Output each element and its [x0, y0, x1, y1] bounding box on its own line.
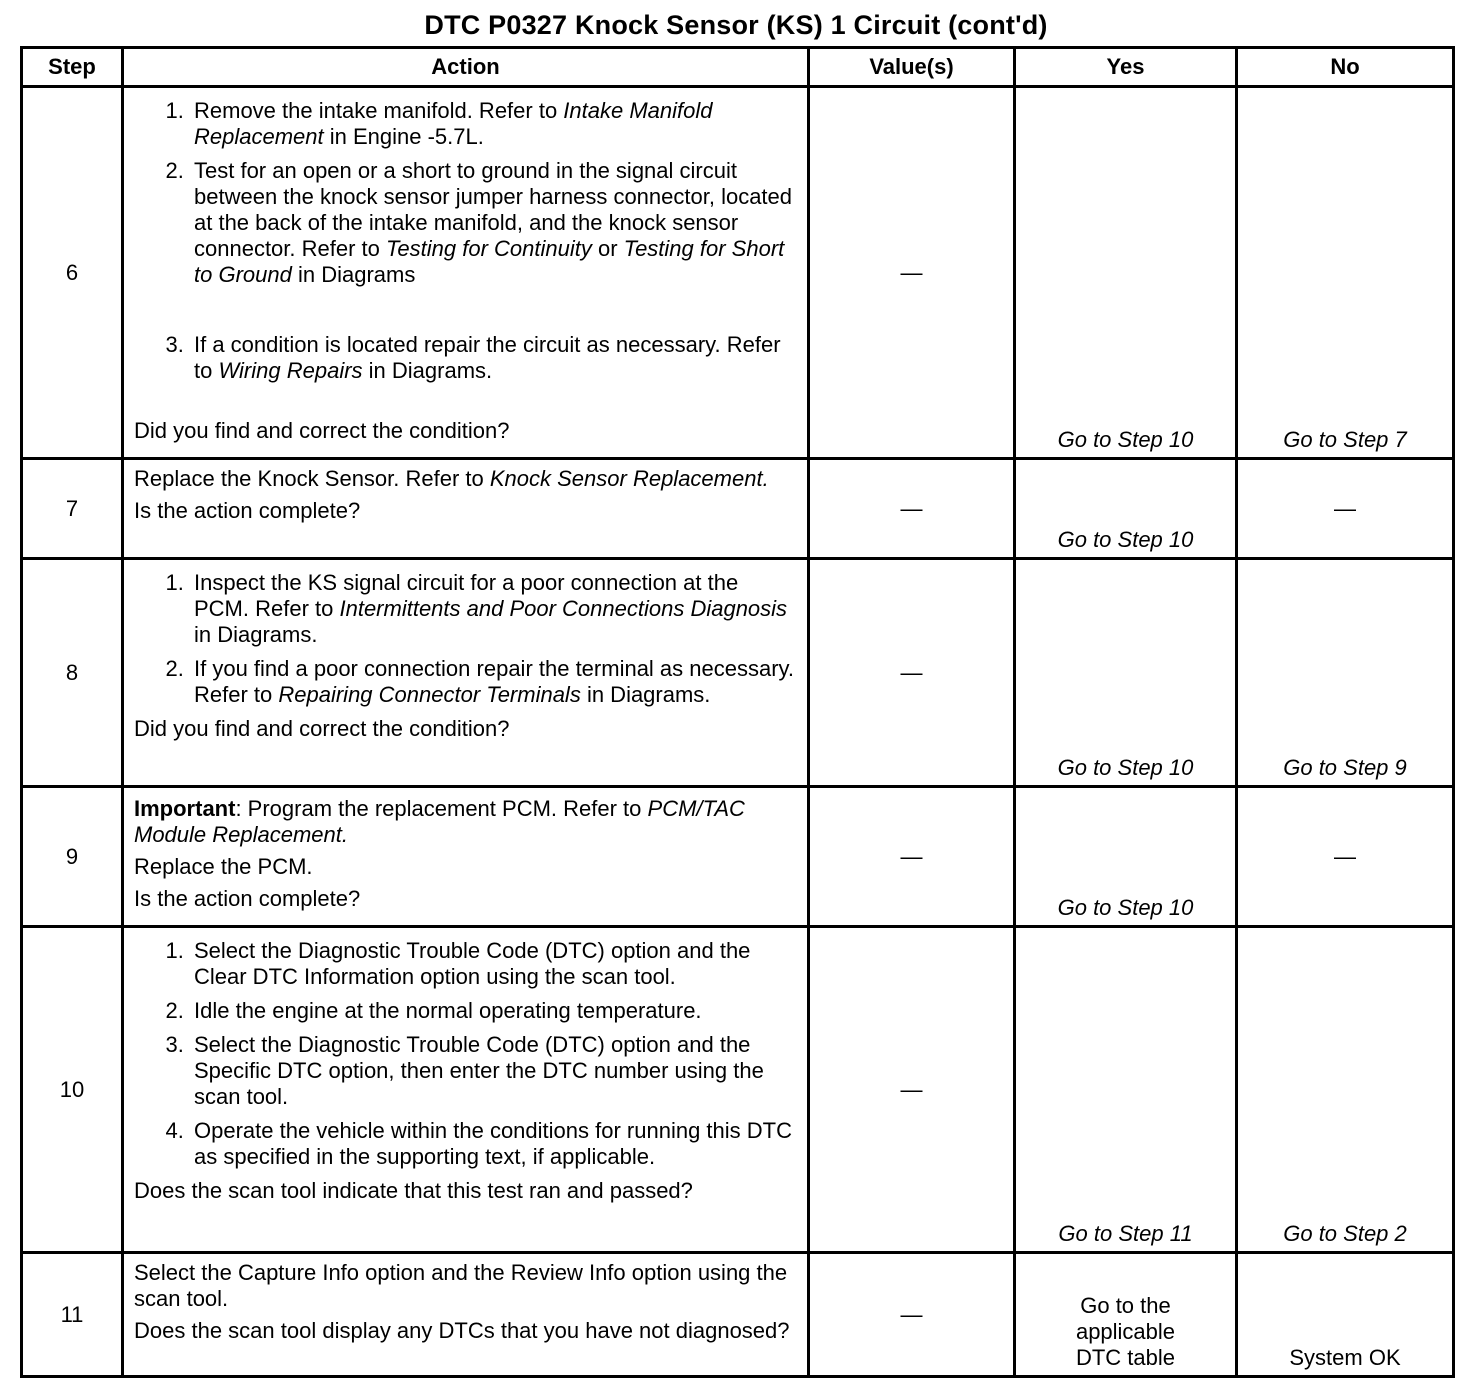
question-text: Does the scan tool indicate that this test ran and passed? — [134, 1178, 693, 1203]
table-row-step-7 — [22, 459, 1454, 559]
value-cell: — — [809, 927, 1015, 1253]
action-text: Replace the PCM. — [134, 854, 313, 879]
action-cell — [123, 459, 809, 559]
step-number: 10 — [22, 927, 123, 1253]
question-text: Is the action complete? — [134, 498, 361, 523]
yes-cell: Go to the applicable DTC table — [1015, 1253, 1237, 1377]
header-no: No — [1237, 48, 1454, 87]
question-text: Is the action complete? — [134, 886, 361, 911]
no-cell: Go to Step 7 — [1237, 87, 1454, 459]
header-values: Value(s) — [809, 48, 1015, 87]
list-item: 3. Select the Diagnostic Trouble Code (DTC) option and the Specific DTC option, then enter the DTC number using the scan tool. — [190, 1032, 797, 1110]
table-row-step-10 — [22, 927, 1454, 1253]
yes-cell: Go to Step 10 — [1015, 87, 1237, 459]
no-cell: System OK — [1237, 1253, 1454, 1377]
value-cell: — — [809, 787, 1015, 927]
list-item: 3. If a condition is located repair the circuit as necessary. Refer to Wiring Repairs in Diagrams. — [190, 332, 797, 384]
step-number: 9 — [22, 787, 123, 927]
step-number: 6 — [22, 87, 123, 459]
action-cell — [123, 927, 809, 1253]
list-item: 1. Remove the intake manifold. Refer to Intake Manifold Replacement in Engine -5.7L. — [190, 98, 797, 150]
action-text: Select the Capture Info option and the Review Info option using the scan tool. — [134, 1260, 788, 1311]
action-list — [134, 98, 797, 384]
yes-cell: Go to Step 10 — [1015, 787, 1237, 927]
table-row-step-6 — [22, 87, 1454, 459]
action-text: Replace the Knock Sensor. Refer to Knock Sensor Replacement. — [134, 466, 769, 491]
value-cell: — — [809, 87, 1015, 459]
yes-cell: Go to Step 10 — [1015, 559, 1237, 787]
value-cell: — — [809, 559, 1015, 787]
table-row-step-9 — [22, 787, 1454, 927]
no-cell: Go to Step 2 — [1237, 927, 1454, 1253]
diagnostic-table — [20, 46, 1455, 1378]
action-list — [134, 938, 797, 1170]
list-item: 2. If you find a poor connection repair the terminal as necessary. Refer to Repairing Connector Terminals in Diagrams. — [190, 656, 797, 708]
list-item: 4. Operate the vehicle within the conditions for running this DTC as specified in the supporting text, if applicable. — [190, 1118, 797, 1170]
step-number: 11 — [22, 1253, 123, 1377]
question-text: Did you find and correct the condition? — [134, 716, 510, 741]
question-text: Does the scan tool display any DTCs that you have not diagnosed? — [134, 1318, 790, 1343]
header-step: Step — [22, 48, 123, 87]
action-cell — [123, 559, 809, 787]
list-item: 2. Test for an open or a short to ground in the signal circuit between the knock sensor jumper harness connector, located at the back of the intake manifold, and the knock sensor connector. Refer to Testing for Continuity or Testing for Short to Ground in Diagrams — [190, 158, 797, 288]
yes-cell: Go to Step 10 — [1015, 459, 1237, 559]
list-item: 1. Select the Diagnostic Trouble Code (DTC) option and the Clear DTC Information option using the scan tool. — [190, 938, 797, 990]
table-row-step-11 — [22, 1253, 1454, 1377]
step-number: 8 — [22, 559, 123, 787]
action-cell — [123, 1253, 809, 1377]
header-yes: Yes — [1015, 48, 1237, 87]
no-cell: Go to Step 9 — [1237, 559, 1454, 787]
no-cell: — — [1237, 787, 1454, 927]
value-cell: — — [809, 1253, 1015, 1377]
table-row-step-8 — [22, 559, 1454, 787]
yes-cell: Go to Step 11 — [1015, 927, 1237, 1253]
page-title: DTC P0327 Knock Sensor (KS) 1 Circuit (cont'd) — [424, 10, 1048, 40]
action-list — [134, 570, 797, 708]
no-cell: — — [1237, 459, 1454, 559]
list-item: 2. Idle the engine at the normal operating temperature. — [190, 998, 797, 1024]
header-action: Action — [123, 48, 809, 87]
question-text: Did you find and correct the condition? — [134, 418, 510, 443]
action-text: Important: Program the replacement PCM. Refer to PCM/TAC Module Replacement. — [134, 796, 745, 847]
header-row — [22, 48, 1454, 87]
action-cell — [123, 787, 809, 927]
list-item: 1. Inspect the KS signal circuit for a poor connection at the PCM. Refer to Intermittents and Poor Connections Diagnosis in Diagrams. — [190, 570, 797, 648]
step-number: 7 — [22, 459, 123, 559]
value-cell: — — [809, 459, 1015, 559]
action-cell — [123, 87, 809, 459]
